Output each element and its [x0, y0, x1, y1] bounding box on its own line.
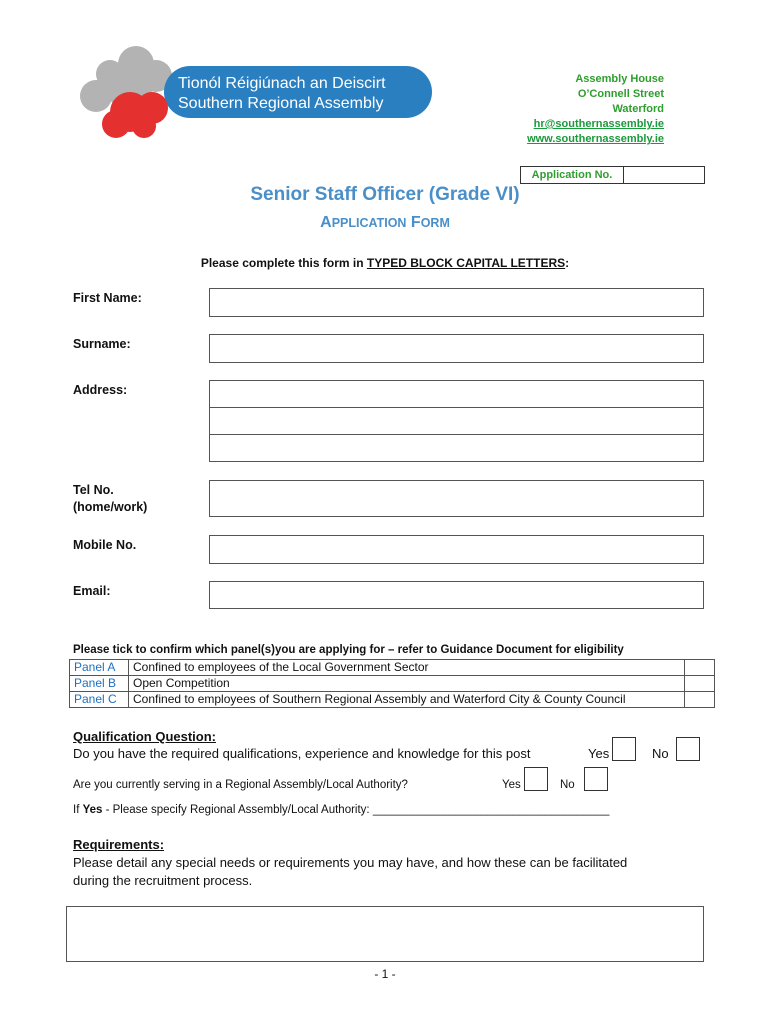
panel-c-description: Confined to employees of Southern Regional Assembly and Waterford City & County Council — [129, 692, 685, 708]
surname-field[interactable] — [209, 334, 704, 363]
tel-label: Tel No. (home/work) — [73, 483, 148, 514]
serving-specify-field[interactable]: _____________________________________ — [372, 804, 610, 816]
serving-yes-label: Yes — [502, 779, 521, 791]
serving-question: Are you currently serving in a Regional Assembly/Local Authority? — [73, 779, 408, 791]
panel-a-tick-cell[interactable] — [685, 660, 715, 676]
panel-instruction: Please tick to confirm which panel(s)you are applying for – refer to Guidance Document for eligibility — [73, 644, 624, 656]
panel-c-name: Panel C — [70, 692, 129, 708]
address-line-1: Assembly House — [575, 73, 664, 85]
requirements-field[interactable] — [66, 906, 704, 962]
first-name-field[interactable] — [209, 288, 704, 317]
logo-text-irish: Tionól Réigiúnach an Deiscirt — [178, 75, 386, 92]
requirements-text-line-1: Please detail any special needs or requirements you may have, and how these can be facilitated — [73, 855, 628, 870]
application-number-field[interactable] — [624, 167, 704, 183]
requirements-text-line-2: during the recruitment process. — [73, 873, 253, 888]
form-subtitle: APPLICATION FORM — [320, 214, 450, 231]
panel-c-tick-cell[interactable] — [685, 692, 715, 708]
qualification-heading: Qualification Question: — [73, 729, 217, 744]
panel-row-c — [70, 692, 715, 708]
panel-b-tick-cell[interactable] — [685, 676, 715, 692]
application-number-label: Application No. — [521, 167, 624, 183]
page-title: Senior Staff Officer (Grade VI) — [250, 184, 520, 205]
mobile-label: Mobile No. — [73, 538, 137, 552]
address-line-2: O’Connell Street — [577, 88, 664, 100]
mobile-field[interactable] — [209, 535, 704, 564]
panel-a-name: Panel A — [70, 660, 129, 676]
serving-no-checkbox[interactable] — [584, 767, 608, 791]
serving-specify-line: If Yes - Please specify Regional Assembly/Local Authority: _____________________________________ — [73, 804, 610, 816]
email-field[interactable] — [209, 581, 704, 609]
panel-table — [69, 659, 715, 708]
qualification-yes-checkbox[interactable] — [612, 737, 636, 761]
qualification-no-label: No — [652, 746, 669, 761]
address-label: Address: — [73, 383, 128, 397]
qualification-question: Do you have the required qualifications, experience and knowledge for this post — [73, 746, 531, 761]
qualification-no-checkbox[interactable] — [676, 737, 700, 761]
website-link[interactable]: www.southernassembly.ie — [527, 133, 664, 145]
requirements-heading: Requirements: — [73, 837, 165, 852]
panel-b-description: Open Competition — [129, 676, 685, 692]
serving-no-label: No — [560, 779, 575, 791]
address-field-line-3[interactable] — [209, 434, 704, 462]
first-name-label: First Name: — [73, 291, 142, 305]
panel-row-a — [70, 660, 715, 676]
qualification-yes-label: Yes — [588, 746, 610, 761]
southern-regional-assembly-logo — [78, 46, 434, 142]
serving-yes-checkbox[interactable] — [524, 767, 548, 791]
email-link[interactable]: hr@southernassembly.ie — [533, 118, 664, 130]
panel-b-name: Panel B — [70, 676, 129, 692]
panel-a-description: Confined to employees of the Local Government Sector — [129, 660, 685, 676]
address-block — [527, 72, 664, 147]
address-field-line-2[interactable] — [209, 407, 704, 435]
address-line-3: Waterford — [612, 103, 664, 115]
logo-text-english: Southern Regional Assembly — [178, 95, 384, 112]
page-number: - 1 - — [374, 967, 396, 981]
tel-field[interactable] — [209, 480, 704, 517]
panel-row-b — [70, 676, 715, 692]
application-number-box — [520, 166, 705, 184]
form-instruction: Please complete this form in TYPED BLOCK CAPITAL LETTERS: — [200, 256, 570, 270]
email-label: Email: — [73, 584, 111, 598]
address-field-line-1[interactable] — [209, 380, 704, 408]
surname-label: Surname: — [73, 337, 131, 351]
